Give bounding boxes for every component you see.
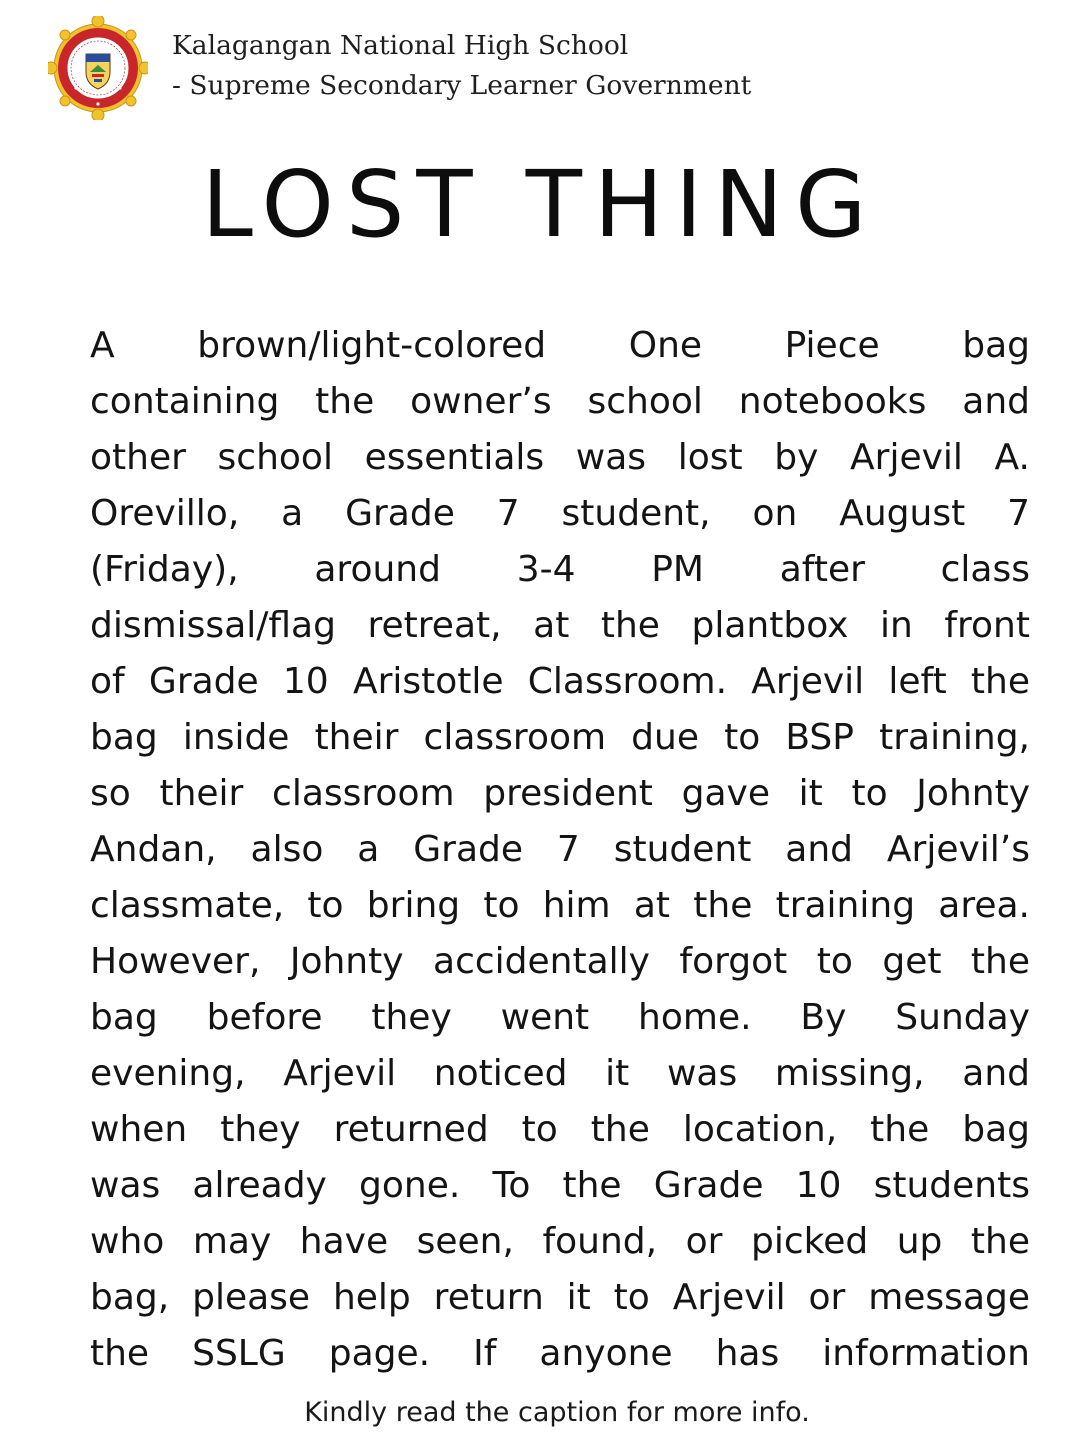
page-header	[48, 16, 1048, 126]
organization-name	[172, 26, 751, 106]
body-line: evening, Arjevil noticed it was missing, and	[90, 1053, 1030, 1094]
body-line: bag inside their classroom due to BSP training,	[90, 717, 1030, 758]
body-line: Andan, also a Grade 7 student and Arjevil’s	[90, 829, 1030, 870]
body-line: was already gone. To the Grade 10 students	[90, 1165, 1030, 1206]
body-line: classmate, to bring to him at the training area.	[90, 885, 1030, 926]
body-line: However, Johnty accidentally forgot to get the	[90, 941, 1030, 982]
body-line: Orevillo, a Grade 7 student, on August 7	[90, 493, 1030, 534]
body-line: the SSLG page. If anyone has information	[90, 1333, 1030, 1374]
body-line: containing the owner’s school notebooks and	[90, 381, 1030, 422]
body-line: bag before they went home. By Sunday	[90, 997, 1030, 1038]
body-line: of Grade 10 Aristotle Classroom. Arjevil left the	[90, 661, 1030, 702]
school-seal-logo	[48, 16, 148, 120]
body-line: who may have seen, found, or picked up the	[90, 1221, 1030, 1262]
body-line: (Friday), around 3-4 PM after class	[90, 549, 1030, 590]
body-line: bag, please help return it to Arjevil or message	[90, 1277, 1030, 1318]
government-name: - Supreme Secondary Learner Government	[172, 70, 752, 101]
body-line: other school essentials was lost by Arjevil A.	[90, 437, 1030, 478]
body-line: so their classroom president gave it to Johnty	[90, 773, 1030, 814]
caption-note: Kindly read the caption for more info.	[304, 1397, 810, 1428]
notice-body	[90, 318, 1030, 1386]
school-name: Kalagangan National High School	[172, 30, 629, 61]
body-line: when they returned to the location, the bag	[90, 1109, 1030, 1150]
body-line: dismissal/flag retreat, at the plantbox in front	[90, 605, 1030, 646]
page-title: LOST THING	[201, 151, 879, 258]
body-line: A brown/light-colored One Piece bag	[90, 325, 1030, 366]
